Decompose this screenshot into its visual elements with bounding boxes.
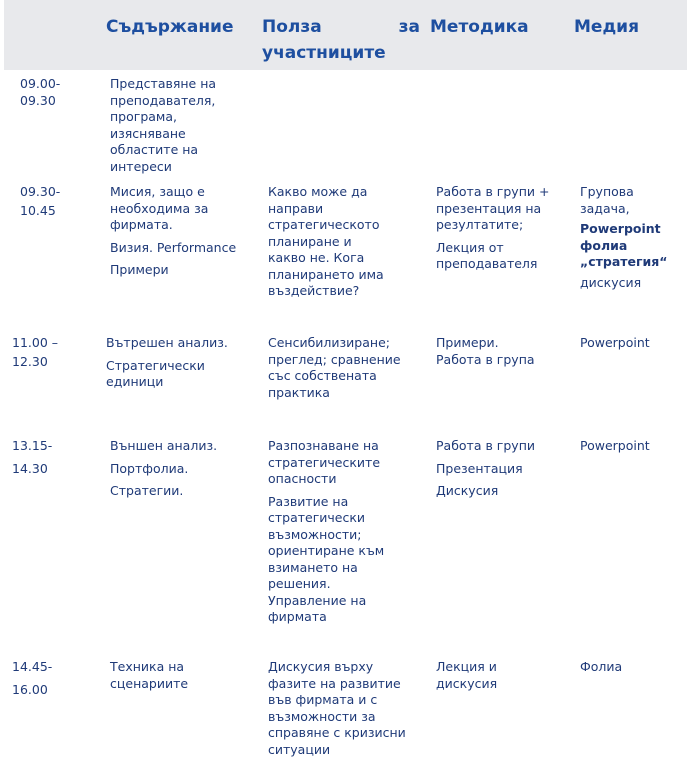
media-text-bold: Powerpoint фолиа „стратегия“: [580, 221, 668, 269]
benefit-cell: [268, 184, 393, 306]
benefit-cell: [268, 438, 393, 632]
header-benefit: [262, 14, 420, 66]
method-cell: [436, 659, 516, 698]
method-text: Дискусия: [436, 483, 499, 498]
method-text: Работа в групи + презентация на резултатите;: [436, 184, 550, 232]
header-benefit-line1: Полза за: [262, 17, 420, 37]
content-text: Визия. Performance: [110, 239, 237, 255]
method-cell: [436, 438, 561, 506]
media-text: дискусия: [580, 274, 642, 290]
media-text: Powerpoint: [580, 335, 650, 350]
time-end: 16.00: [12, 681, 48, 697]
benefit-text: Разпознаване на стратегическите опасности: [268, 438, 381, 486]
media-cell: [580, 438, 685, 461]
header-method: Методика: [430, 17, 529, 37]
benefit-text: Дискусия върху фазите на развитие във фирмата и с възможности за справяне с кризисни ситуации: [268, 659, 406, 757]
time-start: 09.00-: [20, 76, 61, 91]
content-text: Стратегии.: [110, 483, 184, 498]
content-text: Стратегически единици: [106, 357, 205, 389]
time-cell: [12, 438, 72, 477]
media-cell: [580, 184, 685, 297]
content-text: Представяне на преподавателя, програма, изясняване областите на интереси: [110, 76, 217, 174]
benefit-text: Какво може да направи стратегическото планиране и какво не. Кога планирането има въздействие?: [268, 184, 384, 298]
benefit-cell: [268, 335, 413, 407]
content-cell: [110, 76, 240, 181]
benefit-text: Сенсибилизиране; преглед; сравнение със собствената практика: [268, 335, 401, 400]
time-end: 10.45: [20, 202, 56, 218]
content-cell: [110, 184, 250, 285]
content-text: Портфолиа.: [110, 460, 189, 476]
method-text: Лекция от преподавателя: [436, 239, 538, 271]
media-cell: [580, 659, 685, 682]
method-text: Презентация: [436, 460, 523, 476]
time-cell: [12, 335, 72, 370]
header-media: Медия: [574, 17, 640, 37]
media-text: Групова задача,: [580, 184, 634, 216]
media-cell: [580, 335, 685, 358]
time-start: 11.00 –: [12, 335, 59, 350]
time-start: 13.15-: [12, 438, 53, 453]
method-text: Лекция и дискусия: [436, 659, 498, 691]
time-cell: [12, 659, 72, 698]
method-cell: [436, 335, 561, 368]
header-content: Съдържание: [106, 17, 234, 37]
media-text: Powerpoint: [580, 438, 650, 453]
content-cell: [110, 438, 250, 506]
time-end: 09.30: [20, 92, 56, 108]
method-text: Примери.: [436, 335, 499, 350]
method-cell: [436, 184, 561, 279]
time-end: 12.30: [12, 353, 48, 369]
content-cell: [106, 335, 246, 397]
benefit-cell: [268, 659, 413, 764]
content-text: Техника на сценариите: [110, 659, 189, 691]
time-cell: [20, 76, 80, 109]
media-text: Фолиа: [580, 659, 623, 674]
content-text: Външен анализ.: [110, 438, 218, 453]
method-text: Работа в групи: [436, 438, 536, 453]
time-end: 14.30: [12, 460, 48, 476]
time-start: 14.45-: [12, 659, 53, 674]
header-benefit-line2: участниците: [262, 43, 386, 63]
content-text: Примери: [110, 262, 169, 277]
time-cell: [20, 184, 80, 219]
content-cell: [110, 659, 250, 698]
method-text: Работа в група: [436, 351, 535, 367]
benefit-text: Развитие на стратегически възможности; ориентиране към взимането на решения. Управление на фирмата: [268, 493, 385, 624]
content-text: Мисия, защо е необходима за фирмата.: [110, 184, 209, 232]
time-start: 09.30-: [20, 184, 61, 199]
content-text: Вътрешен анализ.: [106, 335, 228, 350]
